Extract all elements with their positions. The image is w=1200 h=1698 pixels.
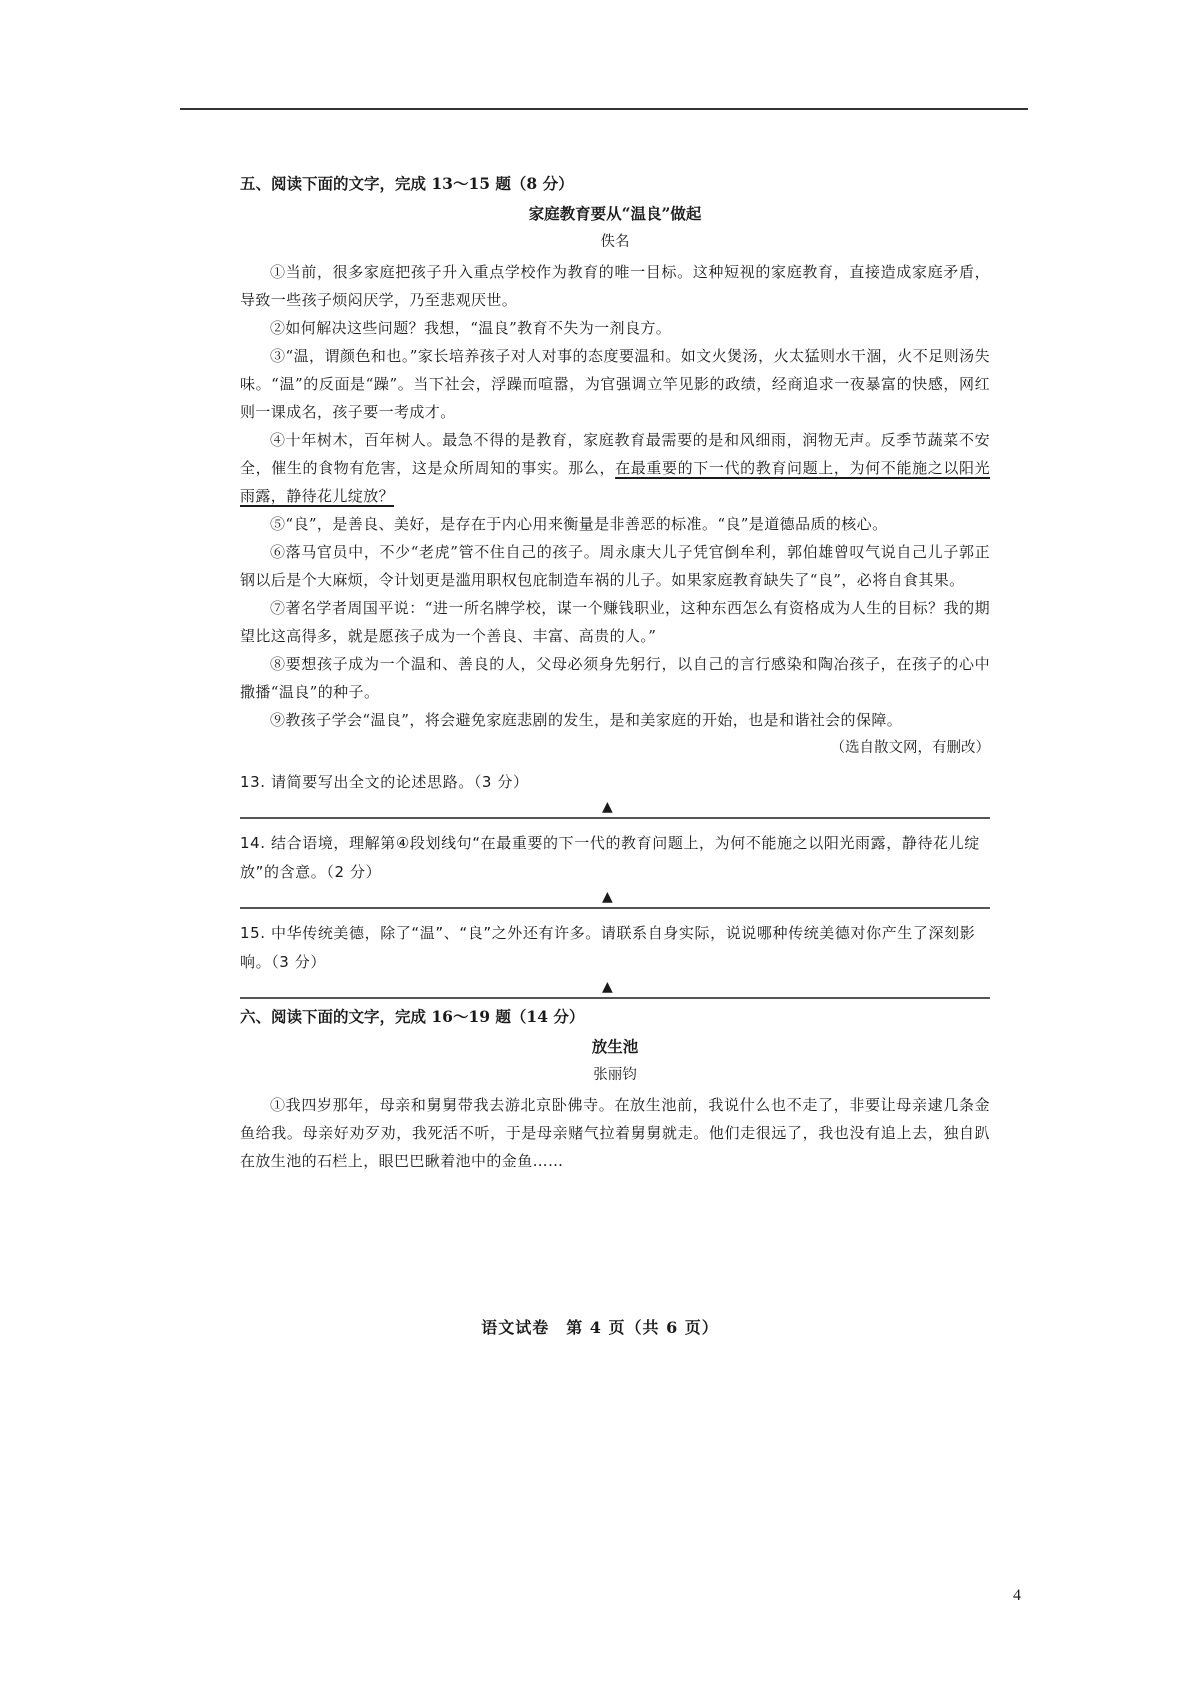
paragraph: ⑤“良”，是善良、美好，是存在于内心用来衡量是非善恶的标准。“良”是道德品质的核心。 xyxy=(270,515,888,533)
answer-line[interactable] xyxy=(240,797,990,823)
triangle-marker-icon: ▲ xyxy=(602,979,613,995)
article-title: 放生池 xyxy=(591,1037,639,1056)
question-14: 14. 结合语境，理解第④段划线句“在最重要的下一代的教育问题上，为何不能施之以阳光雨露，静待花儿绽放”的含意。（2 分） xyxy=(240,834,980,881)
paragraph: ⑧要想孩子成为一个温和、善良的人，父母必须身先躬行，以自己的言行感染和陶冶孩子，在孩子的心中撒播“温良”的种子。 xyxy=(240,655,990,701)
article-author: 张丽钧 xyxy=(593,1067,637,1083)
paragraph: ⑨教孩子学会“温良”，将会避免家庭悲剧的发生，是和美家庭的开始，也是和谐社会的保障。 xyxy=(270,711,903,729)
paragraph: ⑦著名学者周国平说：“进一所名牌学校，谋一个赚钱职业，这种东西怎么有资格成为人生的目标？我的期望比这高得多，就是愿孩子成为一个善良、丰富、高贵的人。” xyxy=(240,599,990,645)
source-note: （选自散文网，有删改） xyxy=(830,740,990,756)
page-footer: 语文试卷 第 4 页（共 6 页） xyxy=(481,1318,719,1337)
answer-line[interactable] xyxy=(240,887,990,913)
question-15: 15. 中华传统美德，除了“温”、“良”之外还有许多。请联系自身实际，说说哪种传统美德对你产生了深刻影响。（3 分） xyxy=(240,924,976,971)
answer-rule xyxy=(240,907,990,909)
paragraph-4-text: ④十年树木，百年树人。最急不得的是教育，家庭教育最需要的是和风细雨，润物无声。反季节蔬菜不安全，催生的食物有危害，这是众所周知的事实。那么， xyxy=(240,431,990,477)
article-author: 佚名 xyxy=(600,234,630,250)
paragraph: ⑥落马官员中，不少“老虎”管不住自己的孩子。周永康大儿子凭官倒牟利，郭伯雄曾叹气说自己儿子郭正钢以后是个大麻烦，令计划更是滥用职权包庇制造车祸的儿子。如果家庭教育缺失了“良”，必将自食其果。 xyxy=(240,543,990,589)
answer-line[interactable] xyxy=(240,977,990,1003)
section-heading-6: 六、阅读下面的文字，完成 16～19 题（14 分） xyxy=(240,1007,585,1026)
paragraph: ①当前，很多家庭把孩子升入重点学校作为教育的唯一目标。这种短视的家庭教育，直接造成家庭矛盾，导致一些孩子烦闷厌学，乃至悲观厌世。 xyxy=(240,263,990,309)
paragraph-4 xyxy=(240,426,990,510)
underlined-sentence: 在最重要的下一代的教育问题上，为何不能施之以阳光雨露，静待花儿绽放？ xyxy=(240,459,990,505)
article-title: 家庭教育要从“温良”做起 xyxy=(528,204,702,223)
paragraph: ③“温，谓颜色和也。”家长培养孩子对人对事的态度要温和。如文火煲汤，火太猛则水干涸，火不足则汤失味。“温”的反面是“躁”。当下社会，浮躁而喧嚣，为官强调立竿见影的政绩，经商追求一夜暴富的快感，网红则一课成名，孩子要一考成才。 xyxy=(240,347,990,421)
question-13: 13. 请简要写出全文的论述思路。（3 分） xyxy=(240,773,529,791)
paragraph: ②如何解决这些问题？我想，“温良”教育不失为一剂良方。 xyxy=(270,319,672,337)
page-number: 4 xyxy=(1013,1587,1021,1604)
answer-rule xyxy=(240,997,990,999)
top-rule xyxy=(180,108,1028,110)
triangle-marker-icon: ▲ xyxy=(602,889,613,905)
answer-rule xyxy=(240,817,990,819)
section-heading-5: 五、阅读下面的文字，完成 13～15 题（8 分） xyxy=(240,174,574,193)
triangle-marker-icon: ▲ xyxy=(602,799,613,815)
paragraph: ①我四岁那年，母亲和舅舅带我去游北京卧佛寺。在放生池前，我说什么也不走了，非要让母亲逮几条金鱼给我。母亲好劝歹劝，我死活不听，于是母亲赌气拉着舅舅就走。他们走很远了，我也没有追上去，独自趴在放生池的石栏上，眼巴巴瞅着池中的金鱼…… xyxy=(240,1096,990,1170)
scanned-exam-page xyxy=(240,170,990,1175)
